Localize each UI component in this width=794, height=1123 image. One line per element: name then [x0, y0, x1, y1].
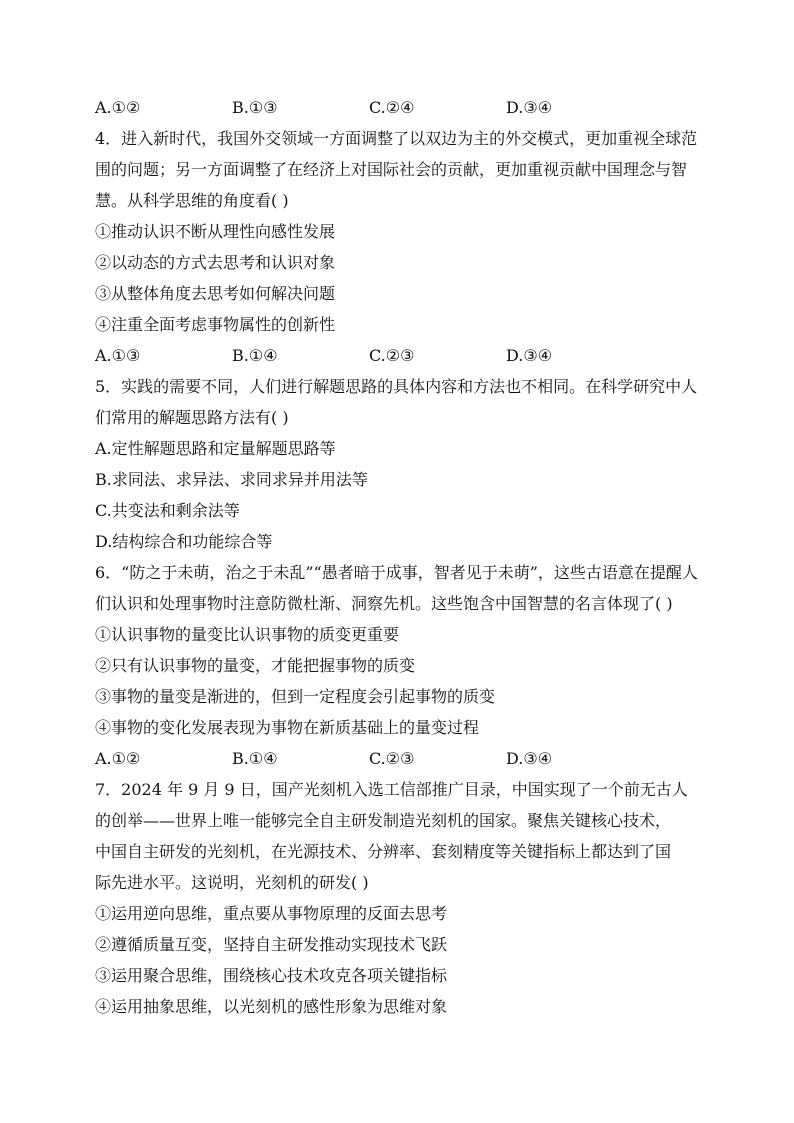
q4-statement-1: ①推动认识不断从理性向感性发展 [95, 222, 336, 241]
q4-options [95, 340, 715, 371]
q7-statement-4: ④运用抽象思维，以光刻机的感性形象为思维对象 [95, 997, 448, 1016]
q5-stem-line: 们常用的解题思路方法有( ) [95, 408, 289, 427]
q6-statement-2: ②只有认识事物的量变，才能把握事物的质变 [95, 656, 416, 675]
q6-statement-3: ③事物的量变是渐进的，但到一定程度会引起事物的质变 [95, 687, 496, 706]
question-6 [95, 557, 715, 774]
q4-option-d: D.③④ [506, 346, 553, 365]
q6-statement-1: ①认识事物的量变比认识事物的质变更重要 [95, 625, 400, 644]
question-7 [95, 774, 715, 1022]
q4-statement-4: ④注重全面考虑事物属性的创新性 [95, 315, 336, 334]
q3-option-c: C.②④ [369, 98, 415, 117]
q6-option-a: A.①② [95, 749, 141, 768]
q5-choice-b: B.求同法、求异法、求同求异并用法等 [95, 470, 368, 489]
q7-stem-line: 际先进水平。这说明，光刻机的研发( ) [95, 873, 369, 892]
q7-statement-1: ①运用逆向思维，重点要从事物原理的反面去思考 [95, 904, 448, 923]
q4-statement-3: ③从整体角度去思考如何解决问题 [95, 284, 336, 303]
q3-option-b: B.①③ [232, 98, 278, 117]
question-4 [95, 123, 715, 371]
exam-page [95, 92, 715, 1022]
q5-choice-d: D.结构综合和功能综合等 [95, 532, 273, 551]
q7-stem-line: 的创举——世界上唯一能够完全自主研发制造光刻机的国家。聚焦关键核心技术， [95, 811, 672, 830]
q5-choice-a: A.定性解题思路和定量解题思路等 [95, 439, 336, 458]
q6-option-c: C.②③ [369, 749, 415, 768]
q6-options [95, 743, 715, 774]
q6-option-b: B.①④ [232, 749, 278, 768]
q6-option-d: D.③④ [506, 749, 553, 768]
q7-statement-2: ②遵循质量互变，坚持自主研发推动实现技术飞跃 [95, 935, 448, 954]
q4-option-c: C.②③ [369, 346, 415, 365]
q4-stem-line: 围的问题；另一方面调整了在经济上对国际社会的贡献，更加重视贡献中国理念与智 [95, 160, 688, 179]
q5-choice-c: C.共变法和剩余法等 [95, 501, 240, 520]
q4-option-b: B.①④ [232, 346, 278, 365]
q3-options [95, 92, 715, 123]
q4-statement-2: ②以动态的方式去思考和认识对象 [95, 253, 336, 272]
q7-stem-line: 中国自主研发的光刻机，在光源技术、分辨率、套刻精度等关键指标上都达到了国 [95, 842, 672, 861]
q5-stem-line: 5．实践的需要不同，人们进行解题思路的具体内容和方法也不相同。在科学研究中人 [95, 377, 698, 396]
q3-option-a: A.①② [95, 98, 141, 117]
q3-option-d: D.③④ [506, 98, 553, 117]
q4-stem-line: 慧。从科学思维的角度看( ) [95, 191, 289, 210]
q4-option-a: A.①③ [95, 346, 141, 365]
q7-stem-line: 7．2024 年 9 月 9 日，国产光刻机入选工信部推广目录，中国实现了一个前无古人 [95, 780, 688, 799]
q4-stem-line: 4．进入新时代，我国外交领域一方面调整了以双边为主的外交模式，更加重视全球范 [95, 129, 698, 148]
q6-stem-line: 们认识和处理事物时注意防微杜渐、洞察先机。这些饱含中国智慧的名言体现了( ) [95, 594, 673, 613]
question-5 [95, 371, 715, 557]
q7-statement-3: ③运用聚合思维，围绕核心技术攻克各项关键指标 [95, 966, 448, 985]
q6-statement-4: ④事物的变化发展表现为事物在新质基础上的量变过程 [95, 718, 480, 737]
q6-stem-line: 6．“防之于未萌，治之于未乱”“愚者暗于成事，智者见于未萌”，这些古语意在提醒人 [95, 563, 698, 582]
